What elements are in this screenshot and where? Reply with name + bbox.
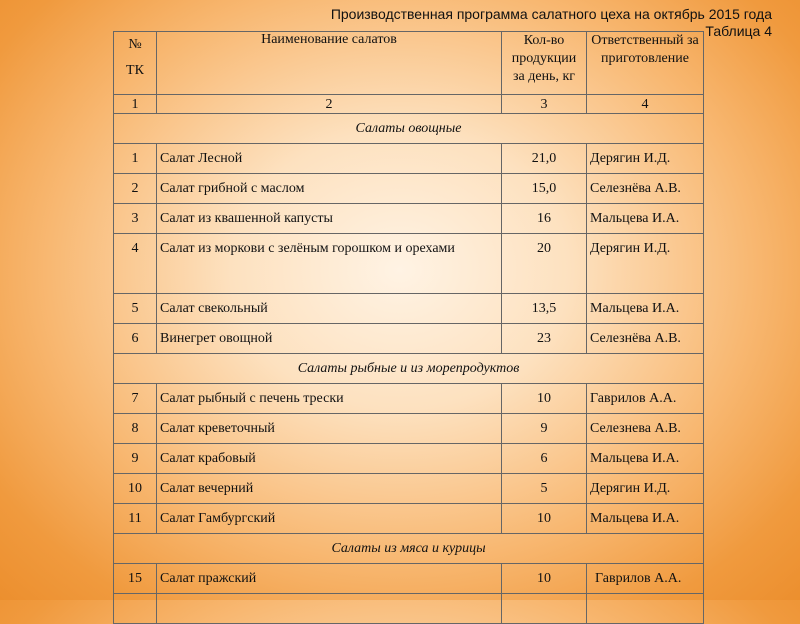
row-responsible: Селезнева А.В. — [587, 414, 704, 444]
column-number: 2 — [157, 95, 502, 114]
row-num: 4 — [114, 234, 157, 294]
header-name: Наименование салатов — [157, 32, 502, 95]
column-number: 3 — [502, 95, 587, 114]
header-qty: Кол-во продукции за день, кг — [502, 32, 587, 95]
table-row — [114, 414, 704, 444]
table-row-partial — [114, 594, 704, 624]
row-name: Салат из квашенной капусты — [157, 204, 502, 234]
section-title: Салаты рыбные и из морепродуктов — [114, 354, 704, 384]
row-num: 11 — [114, 504, 157, 534]
row-qty: 9 — [502, 414, 587, 444]
header-row — [114, 32, 704, 95]
row-qty: 10 — [502, 564, 587, 594]
row-num: 1 — [114, 144, 157, 174]
table-row — [114, 564, 704, 594]
row-name: Салат Лесной — [157, 144, 502, 174]
table-row — [114, 444, 704, 474]
table-row — [114, 294, 704, 324]
row-num: 6 — [114, 324, 157, 354]
row-qty: 5 — [502, 474, 587, 504]
row-qty: 23 — [502, 324, 587, 354]
row-name: Салат свекольный — [157, 294, 502, 324]
row-responsible: Мальцева И.А. — [587, 294, 704, 324]
row-name: Салат пражский — [157, 564, 502, 594]
row-qty: 21,0 — [502, 144, 587, 174]
row-name: Салат вечерний — [157, 474, 502, 504]
row-name: Салат из моркови с зелёным горошком и орехами — [157, 234, 502, 294]
row-responsible: Мальцева И.А. — [587, 444, 704, 474]
row-num: 9 — [114, 444, 157, 474]
row-num: 3 — [114, 204, 157, 234]
row-qty: 13,5 — [502, 294, 587, 324]
table-row — [114, 144, 704, 174]
row-responsible: Дерягин И.Д. — [587, 234, 704, 294]
row-name: Салат Гамбургский — [157, 504, 502, 534]
column-number: 1 — [114, 95, 157, 114]
row-num: 2 — [114, 174, 157, 204]
empty-cell — [157, 594, 502, 624]
row-qty: 15,0 — [502, 174, 587, 204]
header-num-label: № ТК — [126, 37, 144, 78]
table-row — [114, 324, 704, 354]
section-title: Салаты овощные — [114, 114, 704, 144]
table-row — [114, 234, 704, 294]
empty-cell — [502, 594, 587, 624]
row-qty: 10 — [502, 504, 587, 534]
row-responsible: Мальцева И.А. — [587, 204, 704, 234]
row-responsible: Дерягин И.Д. — [587, 144, 704, 174]
empty-cell — [114, 594, 157, 624]
row-responsible: Селезнёва А.В. — [587, 174, 704, 204]
row-qty: 10 — [502, 384, 587, 414]
row-num: 7 — [114, 384, 157, 414]
production-table — [113, 31, 704, 624]
table-row — [114, 384, 704, 414]
table-caption: Таблица 4 — [705, 23, 772, 39]
header-responsible: Ответственный за приготовление — [587, 32, 704, 95]
row-num: 5 — [114, 294, 157, 324]
row-responsible: Дерягин И.Д. — [587, 474, 704, 504]
table-row — [114, 174, 704, 204]
header-num — [114, 32, 157, 95]
empty-cell — [587, 594, 704, 624]
row-qty: 20 — [502, 234, 587, 294]
section-row — [114, 354, 704, 384]
section-title: Салаты из мяса и курицы — [114, 534, 704, 564]
column-number: 4 — [587, 95, 704, 114]
table-row — [114, 504, 704, 534]
row-name: Салат крабовый — [157, 444, 502, 474]
row-name: Салат креветочный — [157, 414, 502, 444]
row-name: Салат грибной с маслом — [157, 174, 502, 204]
row-name: Винегрет овощной — [157, 324, 502, 354]
row-responsible: Селезнёва А.В. — [587, 324, 704, 354]
row-responsible: Гаврилов А.А. — [587, 384, 704, 414]
table-row — [114, 474, 704, 504]
column-number-row — [114, 95, 704, 114]
row-num: 15 — [114, 564, 157, 594]
row-num: 8 — [114, 414, 157, 444]
section-row — [114, 114, 704, 144]
row-qty: 6 — [502, 444, 587, 474]
row-name: Салат рыбный с печень трески — [157, 384, 502, 414]
title-line: Производственная программа салатного цеха на октябрь 2015 года — [330, 6, 772, 22]
table-row — [114, 204, 704, 234]
row-responsible: Мальцева И.А. — [587, 504, 704, 534]
section-row — [114, 534, 704, 564]
row-responsible: Гаврилов А.А. — [587, 564, 704, 594]
row-num: 10 — [114, 474, 157, 504]
row-qty: 16 — [502, 204, 587, 234]
